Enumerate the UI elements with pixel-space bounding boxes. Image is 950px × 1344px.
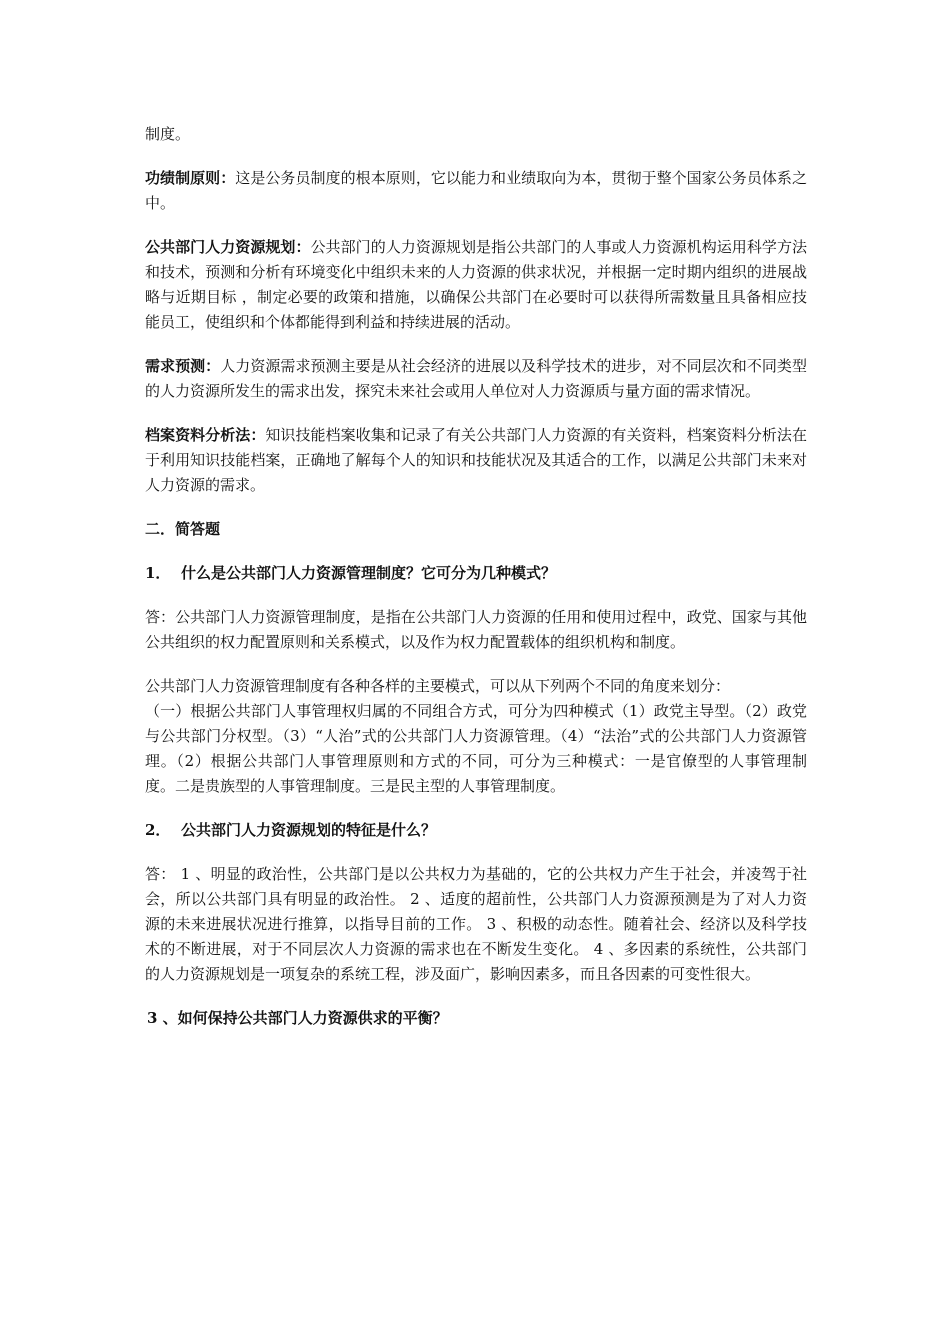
definition-body: 这是公务员制度的根本原则，它以能力和业绩取向为本，贯彻于整个国家公务员体系之中。 <box>145 169 807 212</box>
definition-archive-analysis <box>145 423 807 498</box>
question-number: 2． <box>145 821 171 839</box>
definition-merit-principle <box>145 166 807 216</box>
answer-text: 答： 1 、明显的政治性，公共部门是以公共权力为基础的，它的公共权力产生于社会，并凌驾于社会，所以公共部门具有明显的政治性。 2 、适度的超前性，公共部门人力资源预测是为了对人力资源的未来进展状况进行推算，以指导目前的工作。 3 、积极的动态性。随着社会、经济以及科学技术的不断进展，对于不同层次人力资源的需求也在不断发生变化。 4 、多因素的系统性，公共部门的人力资源规划是一项复杂的系统工程，涉及面广，影响因素多，而且各因素的可变性很大。 <box>145 865 807 983</box>
section-heading: 二．简答题 <box>145 520 221 538</box>
definition-body: 知识技能档案收集和记录了有关公共部门人力资源的有关资料，档案资料分析法在于利用知识技能档案，正确地了解每个人的知识和技能状况及其适合的工作，以满足公共部门未来对人力资源的需求。 <box>145 426 807 494</box>
question-text: 公共部门人力资源规划的特征是什么？ <box>181 821 437 839</box>
answer-1-paragraph-1 <box>145 605 807 655</box>
definition-term: 档案资料分析法： <box>145 426 266 444</box>
definition-term: 需求预测： <box>145 357 221 375</box>
definition-body: 公共部门的人力资源规划是指公共部门的人事或人力资源机构运用科学方法和技术，预测和分析有环境变化中组织未来的人力资源的供求状况，并根据一定时期内组织的进展战略与近期目标 ，制定必要的政策和措施，以确保公共部门在必要时可以获得所需数量且具备相应技能员工，使组织和个体都能得到利益和持续进展的活动。 <box>145 238 807 331</box>
answer-text: （一）根据公共部门人事管理权归属的不同组合方式，可分为四种模式（1）政党主导型。（2）政党与公共部门分权型。（3）“人治”式的公共部门人力资源管理。（4）“法治”式的公共部门人力资源管理。（2）根据公共部门人事管理原则和方式的不同，可分为三种模式：一是官僚型的人事管理制度。二是贵族型的人事管理制度。三是民主型的人事管理制度。 <box>145 702 807 795</box>
paragraph-text: 制度。 <box>145 125 191 143</box>
definition-demand-forecast <box>145 354 807 404</box>
answer-2 <box>145 862 807 987</box>
question-text: 什么是公共部门人力资源管理制度？它可分为几种模式？ <box>181 564 557 582</box>
document-page <box>145 122 807 1031</box>
definition-term: 功绩制原则： <box>145 169 236 187</box>
question-2 <box>145 818 807 843</box>
definition-term: 公共部门人力资源规划： <box>145 238 311 256</box>
definition-hr-planning <box>145 235 807 335</box>
answer-1-paragraph-2 <box>145 674 807 699</box>
question-number: 1． <box>145 564 171 582</box>
answer-text: 答：公共部门人力资源管理制度，是指在公共部门人力资源的任用和使用过程中，政党、国家与其他公共组织的权力配置原则和关系模式，以及作为权力配置载体的组织机构和制度。 <box>145 608 807 651</box>
paragraph-continuation <box>145 122 807 147</box>
definition-body: 人力资源需求预测主要是从社会经济的进展以及科学技术的进步，对不同层次和不同类型的人力资源所发生的需求出发，探究未来社会或用人单位对人力资源质与量方面的需求情况。 <box>145 357 807 400</box>
question-1 <box>145 561 807 586</box>
answer-1-paragraph-3 <box>145 699 807 799</box>
answer-text: 公共部门人力资源管理制度有各种各样的主要模式，可以从下列两个不同的角度来划分： <box>145 677 731 695</box>
question-3: 3 、如何保持公共部门人力资源供求的平衡？ <box>147 1009 448 1027</box>
